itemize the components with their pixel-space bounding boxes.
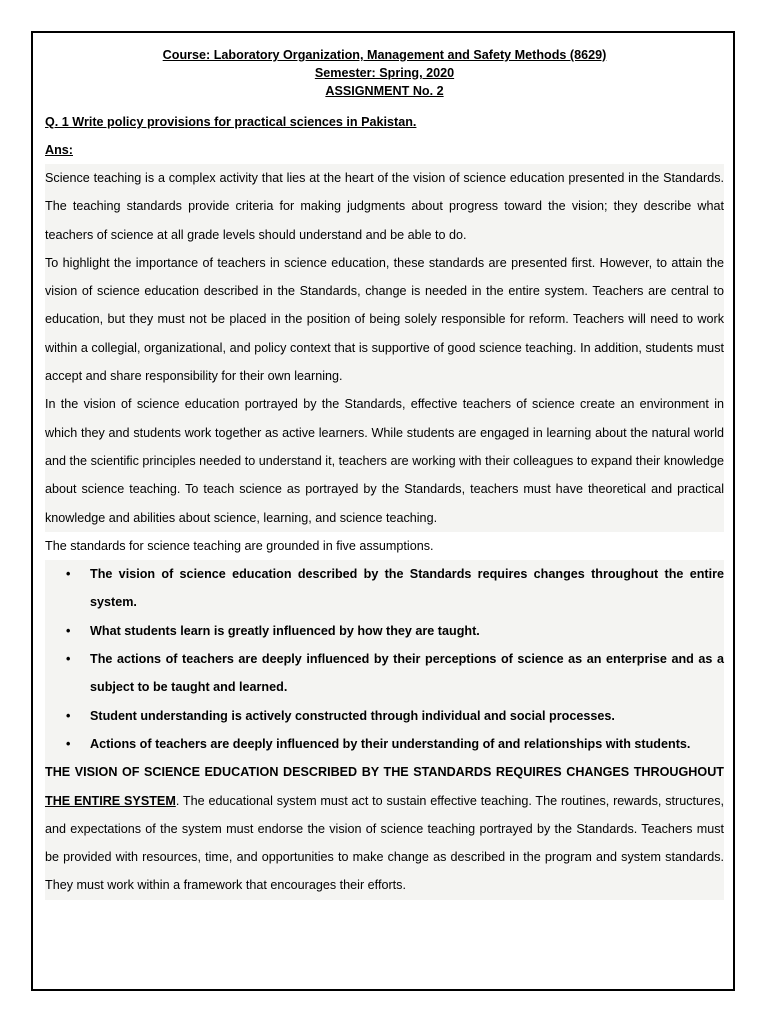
document-body: [45, 46, 724, 900]
question-heading: Q. 1 Write policy provisions for practical sciences in Pakistan.: [45, 115, 417, 129]
list-item: [45, 617, 724, 645]
assumption-text: The vision of science education described by the Standards requires changes throughout the entire system.: [90, 567, 724, 610]
list-item: [45, 645, 724, 702]
list-item: [45, 560, 724, 617]
list-item: [45, 730, 724, 758]
assumption-text: Actions of teachers are deeply influenced by their understanding of and relationships with students.: [90, 736, 691, 751]
section-heading-underlined: THE ENTIRE SYSTEM: [45, 793, 176, 808]
assumption-text: What students learn is greatly influenced by how they are taught.: [90, 623, 480, 638]
list-item: [45, 702, 724, 730]
document-header: [45, 46, 724, 100]
bullet-icon: •: [66, 623, 71, 638]
assumption-text: The actions of teachers are deeply influenced by their perceptions of science as an enterprise and as a subject to be taught and learned.: [90, 652, 724, 695]
semester-label: Semester: Spring, 2020: [314, 66, 455, 80]
section-heading-caps: THE VISION OF SCIENCE EDUCATION DESCRIBED BY THE STANDARDS REQUIRES CHANGES THROUGHOUT: [45, 765, 724, 780]
course-title: Course: Laboratory Organization, Management and Safety Methods (8629): [162, 48, 607, 62]
bullet-icon: •: [66, 652, 71, 667]
paragraph-1: Science teaching is a complex activity that lies at the heart of the vision of science education presented in the Standards. The teaching standards provide criteria for making judgments about progress toward the vision; they describe what teachers of science at all grade levels should understand and be able to do.: [45, 164, 724, 249]
assumption-text: Student understanding is actively constructed through individual and social processes.: [90, 708, 615, 723]
assignment-title: ASSIGNMENT No. 2: [325, 84, 444, 98]
paragraph-2: To highlight the importance of teachers in science education, these standards are presented first. However, to attain the vision of science education described in the Standards, change is needed in the entire system. Teachers are central to education, but they must not be placed in the position of being solely responsible for reform. Teachers will need to work within a collegial, organizational, and policy context that is supportive of good science teaching. In addition, students must accept and share responsibility for their own learning.: [45, 249, 724, 390]
assumptions-intro: The standards for science teaching are grounded in five assumptions.: [45, 538, 434, 553]
bullet-icon: •: [66, 567, 71, 582]
final-paragraph-body: . The educational system must act to sustain effective teaching. The routines, rewards, structures, and expectations of the system must endorse the vision of science teaching portrayed by the Standards. Teachers must be provided with resources, time, and opportunities to make change as described in the program and system standards. They must work within a framework that encourages their efforts.: [45, 793, 724, 893]
bullet-icon: •: [66, 708, 71, 723]
answer-label: Ans:: [45, 143, 73, 157]
bullet-icon: •: [66, 736, 71, 751]
paragraph-3: In the vision of science education portrayed by the Standards, effective teachers of science create an environment in which they and students work together as active learners. While students are engaged in learning about the natural world and the scientific principles needed to understand it, teachers are working with their colleagues to expand their knowledge about science teaching. To teach science as portrayed by the Standards, teachers must have theoretical and practical knowledge and abilities about science, learning, and science teaching.: [45, 390, 724, 531]
final-paragraph: [45, 758, 724, 899]
assumptions-list: [45, 560, 724, 758]
